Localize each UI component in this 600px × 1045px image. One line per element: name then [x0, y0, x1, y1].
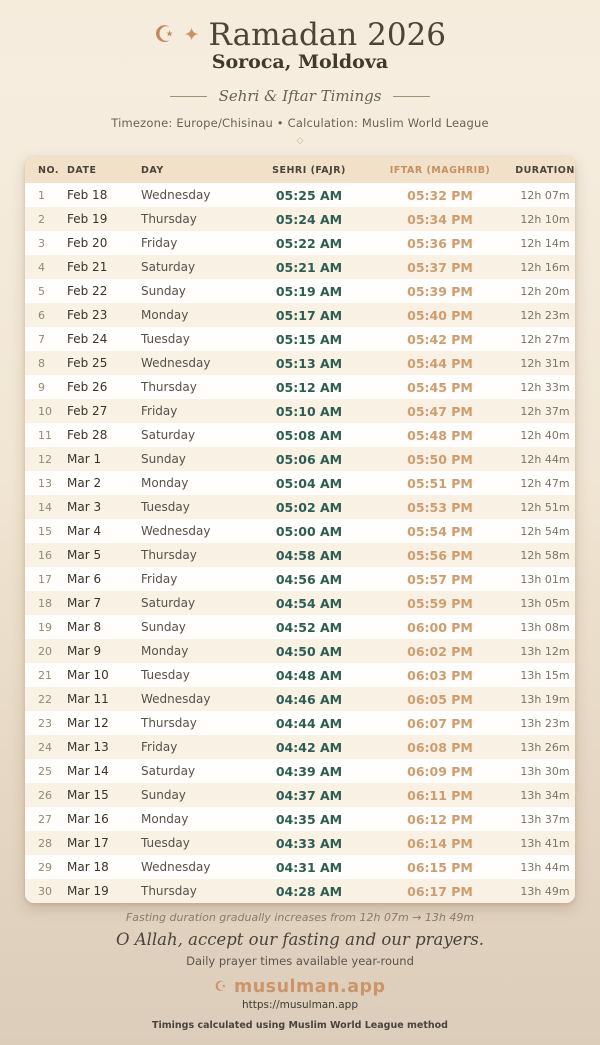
cell-sehri: 04:56 AM [275, 571, 343, 587]
diamond-ornament-icon: ◇ [296, 136, 304, 147]
cell-sehri: 04:33 AM [275, 835, 343, 851]
section-title-row [0, 87, 600, 105]
cell-duration: 13h 37m [520, 812, 570, 826]
page-title: Ramadan 2026 [208, 17, 446, 53]
cell-no: 29 [38, 860, 52, 874]
table-row [25, 567, 575, 591]
cell-date: Mar 1 [67, 452, 102, 467]
cell-sehri: 04:46 AM [275, 691, 343, 707]
cell-iftar: 05:47 PM [407, 403, 473, 419]
cell-iftar: 06:17 PM [407, 883, 473, 899]
cell-sehri: 05:24 AM [275, 211, 343, 227]
table-row [25, 255, 575, 279]
cell-iftar: 06:12 PM [407, 811, 473, 827]
cell-iftar: 05:37 PM [407, 259, 473, 275]
table-row [25, 303, 575, 327]
cell-iftar: 05:32 PM [407, 187, 473, 203]
cell-iftar: 05:42 PM [407, 331, 473, 347]
cell-no: 23 [38, 716, 52, 730]
timings-table-body [25, 183, 575, 903]
cell-iftar: 06:14 PM [407, 835, 473, 851]
cell-no: 11 [38, 428, 52, 442]
cell-no: 4 [38, 260, 45, 274]
cell-sehri: 04:52 AM [275, 619, 343, 635]
brand-link[interactable] [0, 977, 600, 997]
table-row [25, 807, 575, 831]
cell-sehri: 04:42 AM [275, 739, 343, 755]
cell-duration: 13h 15m [520, 668, 570, 682]
cell-duration: 13h 30m [520, 764, 570, 778]
divider-line-right [393, 96, 430, 97]
cell-day: Sunday [141, 284, 186, 299]
cell-no: 5 [38, 284, 45, 298]
divider-line-left [170, 96, 207, 97]
cell-iftar: 06:02 PM [407, 643, 473, 659]
cell-day: Thursday [141, 548, 197, 563]
cell-sehri: 05:04 AM [275, 475, 343, 491]
cell-day: Wednesday [141, 188, 211, 203]
table-row [25, 879, 575, 903]
table-row [25, 447, 575, 471]
availability-note: Daily prayer times available year-round [186, 954, 414, 969]
cell-date: Mar 18 [67, 860, 109, 875]
cell-duration: 12h 10m [520, 212, 570, 226]
cell-iftar: 05:53 PM [407, 499, 473, 515]
table-row [25, 615, 575, 639]
cell-iftar: 06:09 PM [407, 763, 473, 779]
dua-text: O Allah, accept our fasting and our prayers. [115, 930, 485, 950]
table-row [25, 783, 575, 807]
cell-duration: 12h 58m [520, 548, 570, 562]
cell-duration: 13h 19m [520, 692, 570, 706]
footer [0, 911, 600, 1031]
col-header-date: DATE [67, 157, 141, 183]
table-row [25, 711, 575, 735]
cell-sehri: 05:06 AM [275, 451, 343, 467]
cell-day: Friday [141, 572, 178, 587]
cell-sehri: 05:25 AM [275, 187, 343, 203]
cell-no: 27 [38, 812, 52, 826]
cell-day: Tuesday [141, 332, 190, 347]
table-row [25, 351, 575, 375]
cell-date: Feb 28 [67, 428, 108, 443]
cell-no: 15 [38, 524, 52, 538]
cell-sehri: 04:28 AM [275, 883, 343, 899]
cell-date: Feb 25 [67, 356, 108, 371]
sparkle-star-icon: ✦ [183, 23, 200, 46]
cell-sehri: 05:10 AM [275, 403, 343, 419]
cell-day: Sunday [141, 620, 186, 635]
cell-sehri: 04:39 AM [275, 763, 343, 779]
cell-no: 12 [38, 452, 52, 466]
cell-date: Feb 21 [67, 260, 108, 275]
cell-duration: 12h 44m [520, 452, 570, 466]
cell-duration: 13h 12m [520, 644, 570, 658]
cell-no: 24 [38, 740, 52, 754]
cell-sehri: 04:35 AM [275, 811, 343, 827]
col-header-no: NO. [25, 157, 67, 183]
cell-sehri: 04:48 AM [275, 667, 343, 683]
cell-no: 2 [38, 212, 45, 226]
table-row [25, 543, 575, 567]
col-header-iftar: IFTAR (MAGHRIB) [365, 157, 515, 183]
cell-iftar: 05:39 PM [407, 283, 473, 299]
cell-iftar: 06:05 PM [407, 691, 473, 707]
cell-no: 9 [38, 380, 45, 394]
cell-date: Mar 9 [67, 644, 102, 659]
col-header-day: DAY [141, 157, 253, 183]
cell-date: Mar 6 [67, 572, 102, 587]
cell-sehri: 04:58 AM [275, 547, 343, 563]
col-header-duration: DURATION [515, 157, 575, 183]
cell-day: Tuesday [141, 500, 190, 515]
cell-no: 26 [38, 788, 52, 802]
table-row [25, 207, 575, 231]
cell-no: 6 [38, 308, 45, 322]
cell-day: Monday [141, 812, 189, 827]
cell-iftar: 05:45 PM [407, 379, 473, 395]
col-header-sehri: SEHRI (FAJR) [253, 157, 365, 183]
cell-no: 10 [38, 404, 52, 418]
cell-sehri: 05:13 AM [275, 355, 343, 371]
cell-date: Feb 24 [67, 332, 108, 347]
method-note: Timings calculated using Muslim World League method [152, 1020, 448, 1032]
cell-day: Tuesday [141, 836, 190, 851]
cell-date: Mar 3 [67, 500, 102, 515]
cell-no: 13 [38, 476, 52, 490]
table-row [25, 831, 575, 855]
table-row [25, 471, 575, 495]
cell-day: Friday [141, 236, 178, 251]
cell-day: Thursday [141, 380, 197, 395]
cell-iftar: 06:07 PM [407, 715, 473, 731]
cell-date: Mar 8 [67, 620, 102, 635]
cell-duration: 12h 16m [520, 260, 570, 274]
table-row [25, 519, 575, 543]
cell-no: 7 [38, 332, 45, 346]
cell-iftar: 05:56 PM [407, 547, 473, 563]
cell-iftar: 05:40 PM [407, 307, 473, 323]
brand-name: musulman.app [233, 977, 386, 998]
cell-sehri: 04:50 AM [275, 643, 343, 659]
cell-iftar: 05:36 PM [407, 235, 473, 251]
brand-url[interactable]: https://musulman.app [242, 999, 358, 1012]
cell-day: Monday [141, 644, 189, 659]
cell-duration: 12h 47m [520, 476, 570, 490]
table-row [25, 639, 575, 663]
cell-date: Mar 7 [67, 596, 102, 611]
cell-duration: 12h 27m [520, 332, 570, 346]
table-row [25, 591, 575, 615]
cell-date: Mar 14 [67, 764, 109, 779]
cell-day: Friday [141, 740, 178, 755]
cell-duration: 12h 40m [520, 428, 570, 442]
section-title: Sehri & Iftar Timings [218, 87, 382, 106]
table-row [25, 375, 575, 399]
cell-sehri: 05:19 AM [275, 283, 343, 299]
cell-day: Saturday [141, 764, 196, 779]
cell-date: Mar 19 [67, 884, 109, 899]
cell-duration: 12h 23m [520, 308, 570, 322]
table-row [25, 327, 575, 351]
cell-date: Mar 15 [67, 788, 109, 803]
cell-iftar: 05:44 PM [407, 355, 473, 371]
cell-duration: 13h 34m [520, 788, 570, 802]
cell-day: Monday [141, 308, 189, 323]
cell-date: Mar 2 [67, 476, 102, 491]
table-header-row [25, 157, 575, 183]
cell-no: 8 [38, 356, 45, 370]
cell-no: 18 [38, 596, 52, 610]
table-row [25, 663, 575, 687]
cell-iftar: 05:34 PM [407, 211, 473, 227]
cell-no: 16 [38, 548, 52, 562]
cell-iftar: 05:51 PM [407, 475, 473, 491]
table-row [25, 399, 575, 423]
cell-sehri: 05:02 AM [275, 499, 343, 515]
cell-sehri: 05:00 AM [275, 523, 343, 539]
cell-day: Wednesday [141, 524, 211, 539]
table-row [25, 687, 575, 711]
cell-iftar: 06:15 PM [407, 859, 473, 875]
cell-iftar: 05:48 PM [407, 427, 473, 443]
table-row [25, 279, 575, 303]
table-row [25, 423, 575, 447]
cell-date: Feb 18 [67, 188, 108, 203]
header [0, 0, 600, 146]
cell-iftar: 06:08 PM [407, 739, 473, 755]
cell-duration: 12h 37m [520, 404, 570, 418]
cell-sehri: 04:54 AM [275, 595, 343, 611]
cell-date: Mar 12 [67, 716, 109, 731]
table-row [25, 495, 575, 519]
cell-day: Friday [141, 404, 178, 419]
cell-duration: 13h 05m [520, 596, 570, 610]
cell-day: Thursday [141, 716, 197, 731]
cell-sehri: 05:22 AM [275, 235, 343, 251]
cell-duration: 13h 41m [520, 836, 570, 850]
cell-sehri: 05:17 AM [275, 307, 343, 323]
cell-date: Mar 13 [67, 740, 109, 755]
cell-date: Feb 27 [67, 404, 108, 419]
timings-card [25, 157, 575, 903]
cell-no: 3 [38, 236, 45, 250]
cell-duration: 13h 23m [520, 716, 570, 730]
cell-no: 14 [38, 500, 52, 514]
cell-iftar: 06:00 PM [407, 619, 473, 635]
cell-day: Sunday [141, 788, 186, 803]
table-row [25, 759, 575, 783]
cell-date: Feb 23 [67, 308, 108, 323]
cell-iftar: 05:59 PM [407, 595, 473, 611]
cell-duration: 13h 44m [520, 860, 570, 874]
cell-iftar: 05:57 PM [407, 571, 473, 587]
timings-table [25, 157, 575, 903]
location-subtitle: Soroca, Moldova [211, 50, 389, 73]
cell-date: Feb 26 [67, 380, 108, 395]
cell-no: 17 [38, 572, 52, 586]
cell-day: Thursday [141, 212, 197, 227]
cell-date: Mar 16 [67, 812, 109, 827]
cell-no: 19 [38, 620, 52, 634]
brand-crescent-icon: ☪ [214, 979, 227, 996]
cell-sehri: 04:31 AM [275, 859, 343, 875]
cell-duration: 12h 54m [520, 524, 570, 538]
cell-duration: 13h 01m [520, 572, 570, 586]
cell-no: 30 [38, 884, 52, 898]
cell-sehri: 05:15 AM [275, 331, 343, 347]
cell-no: 28 [38, 836, 52, 850]
duration-note: Fasting duration gradually increases from 12h 07m → 13h 49m [125, 911, 475, 925]
table-row [25, 183, 575, 207]
cell-sehri: 05:12 AM [275, 379, 343, 395]
cell-date: Feb 22 [67, 284, 108, 299]
cell-day: Saturday [141, 428, 196, 443]
cell-day: Saturday [141, 596, 196, 611]
table-row [25, 855, 575, 879]
cell-no: 25 [38, 764, 52, 778]
cell-sehri: 05:21 AM [275, 259, 343, 275]
cell-date: Mar 11 [67, 692, 109, 707]
cell-day: Sunday [141, 452, 186, 467]
cell-no: 22 [38, 692, 52, 706]
cell-duration: 12h 33m [520, 380, 570, 394]
cell-duration: 12h 31m [520, 356, 570, 370]
cell-no: 21 [38, 668, 52, 682]
cell-duration: 13h 49m [520, 884, 570, 898]
cell-no: 1 [38, 188, 45, 202]
cell-iftar: 06:03 PM [407, 667, 473, 683]
cell-iftar: 05:54 PM [407, 523, 473, 539]
cell-duration: 12h 51m [520, 500, 570, 514]
cell-date: Mar 17 [67, 836, 109, 851]
cell-date: Mar 5 [67, 548, 102, 563]
cell-sehri: 04:44 AM [275, 715, 343, 731]
cell-sehri: 05:08 AM [275, 427, 343, 443]
cell-date: Mar 4 [67, 524, 102, 539]
crescent-moon-icon: ☪ [154, 21, 175, 48]
timezone-calculation-line: Timezone: Europe/Chisinau • Calculation: Muslim World League [111, 116, 489, 131]
cell-day: Wednesday [141, 692, 211, 707]
cell-day: Tuesday [141, 668, 190, 683]
cell-duration: 13h 26m [520, 740, 570, 754]
cell-sehri: 04:37 AM [275, 787, 343, 803]
cell-duration: 13h 08m [520, 620, 570, 634]
table-row [25, 231, 575, 255]
cell-date: Feb 20 [67, 236, 108, 251]
table-row [25, 735, 575, 759]
cell-day: Wednesday [141, 860, 211, 875]
cell-day: Monday [141, 476, 189, 491]
cell-day: Saturday [141, 260, 196, 275]
cell-iftar: 06:11 PM [407, 787, 473, 803]
title-row [0, 19, 600, 52]
cell-duration: 12h 14m [520, 236, 570, 250]
cell-date: Mar 10 [67, 668, 109, 683]
cell-day: Thursday [141, 884, 197, 899]
cell-duration: 12h 20m [520, 284, 570, 298]
cell-date: Feb 19 [67, 212, 108, 227]
cell-duration: 12h 07m [520, 188, 570, 202]
cell-no: 20 [38, 644, 52, 658]
cell-day: Wednesday [141, 356, 211, 371]
cell-iftar: 05:50 PM [407, 451, 473, 467]
